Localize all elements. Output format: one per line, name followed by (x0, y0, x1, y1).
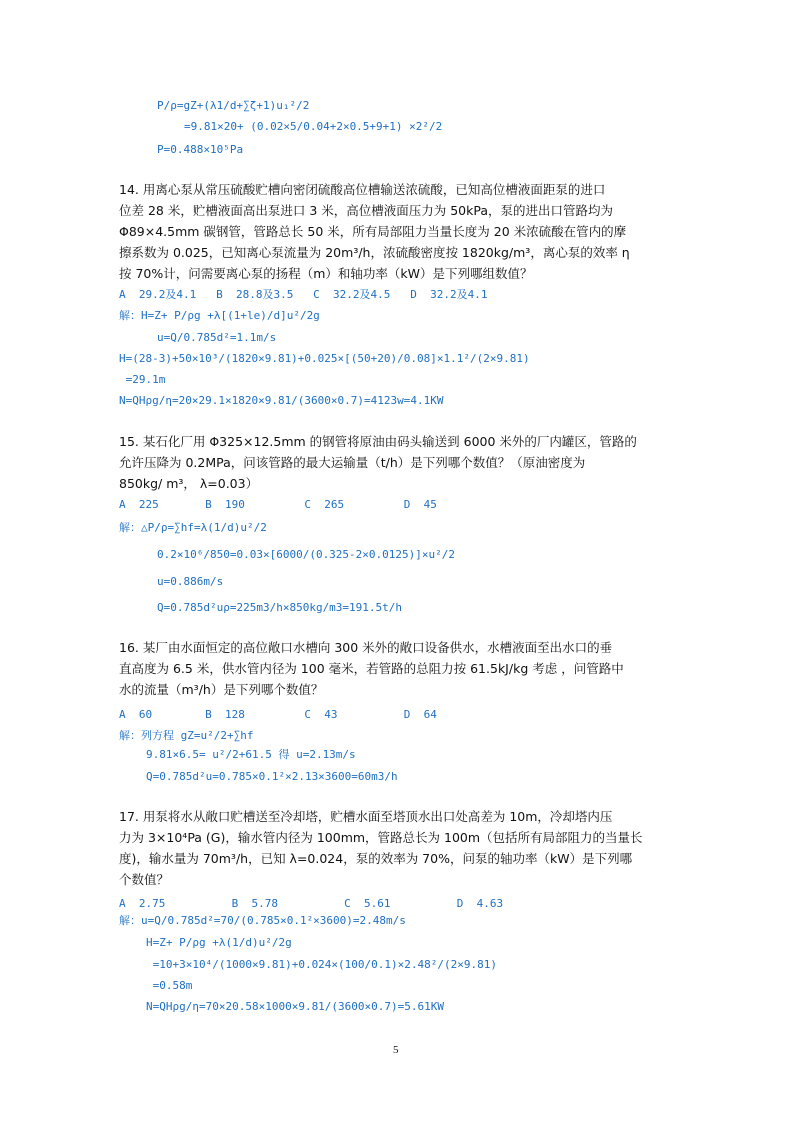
q17-solution-line-5: N=QHρg/η=70×20.58×1000×9.81/(3600×0.7)=5.61KW (146, 1000, 445, 1013)
q17-solution-line-2: H=Z+ P/ρg +λ(1/d)u²/2g (146, 936, 292, 949)
q14-text-line-3: Φ89×4.5mm 碳钢管，管路总长 50 米，所有局部阻力当量长度为 20 米浓硫酸在管内的摩 (119, 224, 627, 239)
q17-solution-line-3: =10+3×10⁴/(1000×9.81)+0.024×(100/0.1)×2.48²/(2×9.81) (146, 958, 497, 971)
q15-text-line-2: 允许压降为 0.2MPa，问该管路的最大运输量（t/h）是下列哪个数值？（原油密度为 (119, 455, 586, 470)
q16-text-line-1: 16. 某厂由水面恒定的高位敞口水槽向 300 米外的敞口设备供水，水槽液面至出水口的垂 (119, 640, 613, 655)
q15-solution-line-1: 解：△P/ρ=∑hf=λ(1/d)u²/2 (119, 521, 267, 534)
q15-solution-line-2: 0.2×10⁶/850=0.03×[6000/(0.325-2×0.0125)]×u²/2 (157, 548, 456, 561)
q15-solution-line-4: Q=0.785d²uρ=225m3/h×850kg/m3=191.5t/h (157, 601, 403, 614)
q17-text-line-4: 个数值？ (119, 872, 170, 887)
q15-options: A 225 B 190 C 265 D 45 (119, 498, 437, 511)
q17-options: A 2.75 B 5.78 C 5.61 D 4.63 (119, 897, 504, 910)
q17-text-line-1: 17. 用泵将水从敞口贮槽送至冷却塔，贮槽水面至塔顶水出口处高差为 10m，冷却塔内压 (119, 809, 613, 824)
q17-text-line-2: 力为 3×10⁴Pa (G)，输水管内径为 100mm，管路总长为 100m（包括所有局部阻力的当量长 (119, 830, 643, 845)
q14-text-line-5: 按 70%计，问需要离心泵的扬程（m）和轴功率（kW）是下列哪组数值？ (119, 266, 533, 281)
q16-solution-line-3: Q=0.785d²u=0.785×0.1²×2.13×3600=60m3/h (146, 770, 398, 783)
prev-solution-line-1: P/ρ=gZ+(λ1/d+∑ζ+1)u₁²/2 (157, 99, 310, 112)
q17-text-line-3: 度)，输水量为 70m³/h，已知 λ=0.024，泵的效率为 70%，问泵的轴功率（kW）是下列哪 (119, 851, 633, 866)
q14-text-line-1: 14. 用离心泵从常压硫酸贮槽向密闭硫酸高位槽输送浓硫酸，已知高位槽液面距泵的进口 (119, 182, 606, 197)
q14-solution-line-2: u=Q/0.785d²=1.1m/s (157, 331, 277, 344)
q16-solution-line-1: 解：列方程 gZ=u²/2+∑hf (119, 729, 254, 742)
q16-options: A 60 B 128 C 43 D 64 (119, 708, 437, 721)
q16-text-line-3: 水的流量（m³/h）是下列哪个数值？ (119, 682, 324, 697)
q15-solution-line-3: u=0.886m/s (157, 575, 224, 588)
q16-text-line-2: 直高度为 6.5 米，供水管内径为 100 毫米，若管路的总阻力按 61.5kJ/kg 考虑 ，问管路中 (119, 661, 624, 676)
page-number: 5 (393, 1044, 399, 1056)
q16-solution-line-2: 9.81×6.5= u²/2+61.5 得 u=2.13m/s (146, 748, 356, 761)
q17-solution-line-1: 解：u=Q/0.785d²=70/(0.785×0.1²×3600)=2.48m/s (119, 914, 406, 927)
q14-solution-line-5: N=QHρg/η=20×29.1×1820×9.81/(3600×0.7)=4123w=4.1KW (119, 394, 444, 407)
q14-options: A 29.2及4.1 B 28.8及3.5 C 32.2及4.5 D 32.2及4.1 (119, 288, 488, 301)
prev-solution-line-3: P=0.488×10⁵Pa (157, 143, 244, 156)
q14-text-line-4: 擦系数为 0.025，已知离心泵流量为 20m³/h，浓硫酸密度按 1820kg/m³，离心泵的效率 η (119, 245, 630, 260)
q15-text-line-3: 850kg/ m³， λ=0.03） (119, 476, 259, 491)
prev-solution-line-2: =9.81×20+ (0.02×5/0.04+2×0.5+9+1) ×2²/2 (184, 120, 443, 133)
q14-solution-line-3: H=(28-3)+50×10³/(1820×9.81)+0.025×[(50+20)/0.08]×1.1²/(2×9.81) (119, 352, 530, 365)
q14-text-line-2: 位差 28 米，贮槽液面高出泵进口 3 米，高位槽液面压力为 50kPa，泵的进出口管路均为 (119, 203, 614, 218)
q15-text-line-1: 15. 某石化厂用 Φ325×12.5mm 的钢管将原油由码头输送到 6000 米外的厂内罐区，管路的 (119, 434, 637, 449)
q14-solution-line-4: =29.1m (119, 373, 166, 386)
q17-solution-line-4: =0.58m (146, 979, 193, 992)
q14-solution-line-1: 解：H=Z+ P/ρg +λ[(1+le)/d]u²/2g (119, 309, 320, 322)
